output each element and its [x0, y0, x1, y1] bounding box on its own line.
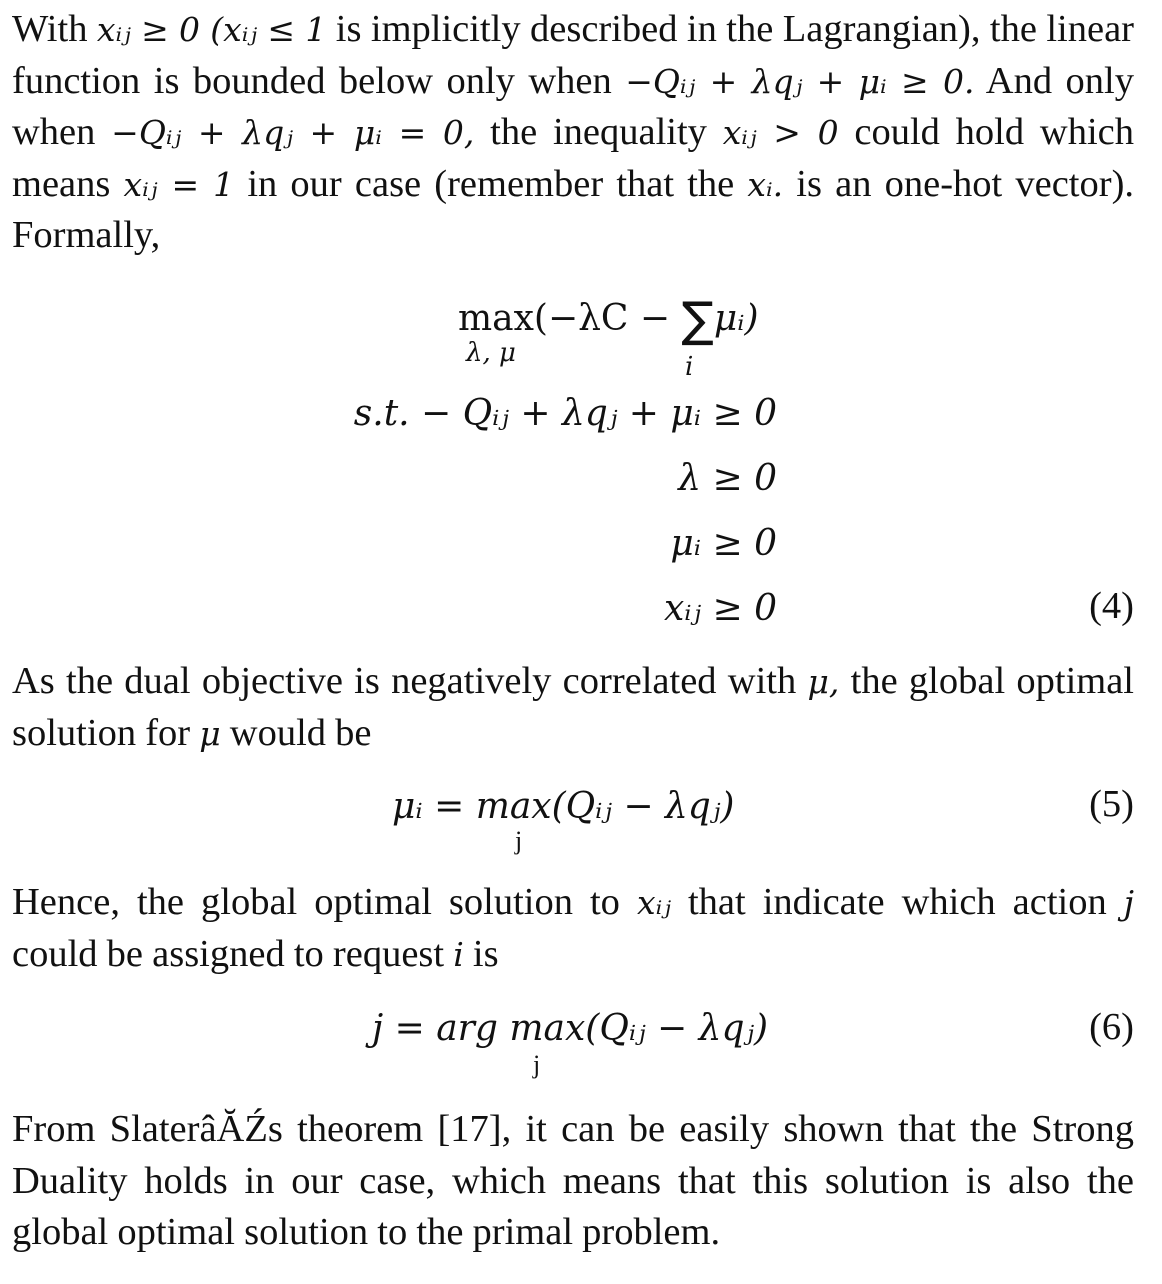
- math-inline: xᵢⱼ = 1: [123, 164, 235, 204]
- eq4-objective: max(−λC − ∑μᵢ): [458, 292, 759, 348]
- eq4-constraint-3: μᵢ ≥ 0: [670, 523, 777, 564]
- text: the inequality: [474, 111, 723, 153]
- text: the global optimal solution for: [12, 660, 1135, 754]
- eq4-constraint-1: s.t. − Qᵢⱼ + λqⱼ + μᵢ ≥ 0: [353, 393, 777, 434]
- math-inline: xᵢⱼ ≥ 0 (xᵢⱼ ≤ 1: [96, 10, 327, 49]
- text: is implicitly described in the Lagrangian), the linear function is bounded below only when: [12, 8, 1134, 102]
- text: would be: [220, 711, 372, 754]
- math-inline: i: [453, 934, 464, 974]
- eq6-subscript: j: [533, 1050, 541, 1079]
- eq4-constraint-4: xᵢⱼ ≥ 0: [663, 588, 777, 629]
- math-inline: −Qᵢⱼ + λqⱼ + μᵢ ≥ 0.: [625, 61, 975, 101]
- eq5-expression: μᵢ = max(Qᵢⱼ − λqⱼ): [392, 786, 735, 827]
- text: could hold which means: [12, 111, 1134, 205]
- math-inline: μ: [199, 713, 221, 753]
- text: is: [463, 932, 499, 975]
- text: in our case (remember that the: [234, 162, 748, 205]
- text: As the dual objective is negatively correlated with: [12, 660, 808, 702]
- math-inline: xᵢⱼ: [636, 883, 671, 922]
- eq4-max-subscript: λ, μ: [466, 338, 516, 368]
- paragraph-optimal-solution: [12, 877, 1134, 980]
- text: that indicate which action: [670, 881, 1124, 923]
- math-inline: j: [1123, 883, 1134, 922]
- text: And only when: [12, 59, 1134, 153]
- eq4-sum-subscript: i: [685, 352, 694, 382]
- math-inline: μ,: [807, 662, 840, 701]
- eq6-expression: j = arg max(Qᵢⱼ − λqⱼ): [372, 1008, 769, 1049]
- equation-number: (5): [1089, 783, 1134, 825]
- text: is an one-hot vector). Formally,: [12, 162, 1135, 256]
- eq5-subscript: j: [515, 826, 523, 855]
- paragraph-strong-duality: From SlaterâĂŹs theorem [17], it can be easily shown that the Strong Duality holds in our case, which means that this solution is also the global optimal solution to the primal problem.: [12, 1108, 1134, 1253]
- sum-symbol-icon: ∑: [681, 292, 714, 348]
- equation-number: (4): [1089, 585, 1134, 627]
- text: With: [12, 8, 97, 50]
- eq4-constraint-2: λ ≥ 0: [678, 458, 777, 499]
- paragraph-dual-objective: [12, 656, 1134, 759]
- paragraph-lagrangian-bound: [12, 4, 1134, 262]
- equation-number: (6): [1089, 1006, 1134, 1048]
- text: could be assigned to request: [12, 932, 454, 975]
- text: Hence, the global optimal solution to: [12, 881, 637, 923]
- math-inline: xᵢⱼ > 0: [722, 113, 839, 152]
- math-inline: xᵢ.: [747, 164, 784, 204]
- math-inline: −Qᵢⱼ + λqⱼ + μᵢ = 0,: [111, 113, 475, 152]
